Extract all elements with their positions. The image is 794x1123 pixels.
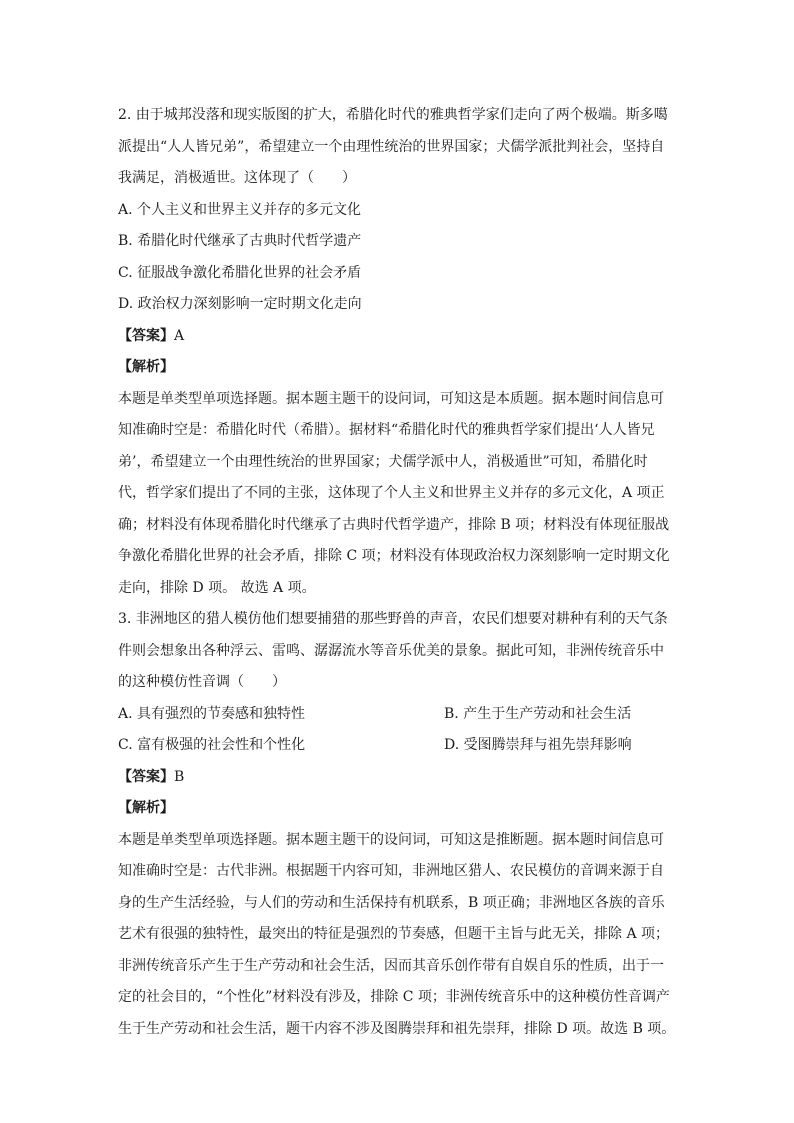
question-3: [118, 604, 678, 1045]
q2-answer-value: A: [174, 327, 185, 344]
q3-answer-label: 【答案】: [118, 768, 174, 785]
question-2: [118, 100, 678, 604]
q2-analysis-heading: [118, 352, 678, 384]
q2-option-c: C. 征服战争激化希腊化世界的社会矛盾: [118, 264, 362, 281]
q3-option-b: B. 产生于生产劳动和社会生活: [444, 705, 632, 722]
q3-answer: [118, 762, 678, 794]
q2-answer-label: 【答案】: [118, 327, 174, 344]
q3-analysis-line: 定的社会目的，“个性化”材料没有涉及，排除 C 项；非洲传统音乐中的这种模仿性音调产: [118, 989, 670, 1005]
q3-stem-line-3: 的这种模仿性音调（ ）: [118, 674, 286, 690]
q2-option-a: A. 个人主义和世界主义并存的多元文化: [118, 201, 362, 218]
q3-analysis-label: 【解析】: [118, 800, 174, 816]
q2-analysis-line: 走向，排除 D 项。 故选 A 项。: [118, 579, 316, 596]
q2-analysis-line: 弟’，希望建立一个由理性统治的世界国家；犬儒学派中人，消极遁世”可知，希腊化时: [118, 453, 648, 470]
q3-analysis-line: 本题是单类型单项选择题。据本题主题干的设问词，可知这是推断题。据本题时间信息可: [118, 831, 664, 848]
q2-stem-line-2: 派提出“人人皆兄弟”，希望建立一个由理性统治的世界国家；犬儒学派批判社会，坚持自: [118, 138, 665, 155]
q3-stem-line-1: 3. 非洲地区的猎人模仿他们想要捕猎的那些野兽的声音，农民们想要对耕种有利的天气条: [118, 611, 668, 627]
q3-analysis-line: 艺术有很强的独特性，最突出的特征是强烈的节奏感，但题干主旨与此无关，排除 A 项；: [118, 926, 670, 942]
q3-analysis-heading: [118, 793, 678, 825]
q2-analysis-line: 知准确时空是：希腊化时代（希腊）。据材料“希腊化时代的雅典哲学家们提出‘人人皆兄: [118, 422, 655, 438]
q2-analysis-line: 确；材料没有体现希腊化时代继承了古典时代哲学遗产，排除 B 项；材料没有体现征服战: [118, 516, 670, 533]
q2-stem-line-1: 2. 由于城邦没落和现实版图的扩大，希腊化时代的雅典哲学家们走向了两个极端。斯多噶: [118, 107, 668, 123]
q2-stem-line-3: 我满足，消极遁世。这体现了（ ）: [118, 170, 356, 186]
q2-answer: [118, 321, 678, 353]
q3-option-a: A. 具有强烈的节奏感和独特性: [118, 705, 306, 722]
q3-stem-line-2: 件则会想象出各种浮云、雷鸣、潺潺流水等音乐优美的景象。据此可知，非洲传统音乐中: [118, 642, 664, 659]
q3-analysis-line: 生于生产劳动和社会生活，题干内容不涉及图腾崇拜和祖先崇拜，排除 D 项。故选 B 项。: [118, 1020, 676, 1037]
q3-analysis-line: 非洲传统音乐产生于生产劳动和社会生活，因而其音乐创作带有自娱自乐的性质，出于一: [118, 957, 664, 974]
q3-option-d: D. 受图腾崇拜与祖先崇拜影响: [444, 737, 632, 753]
q2-option-d: D. 政治权力深刻影响一定时期文化走向: [118, 296, 362, 312]
document-page: [118, 100, 678, 1045]
q2-analysis-line: 本题是单类型单项选择题。据本题主题干的设问词，可知这是本质题。据本题时间信息可: [118, 390, 664, 407]
q3-analysis-line: 知准确时空是：古代非洲。根据题干内容可知，非洲地区猎人、农民模仿的音调来源于自: [118, 863, 664, 879]
q3-analysis-line: 身的生产生活经验，与人们的劳动和生活保持有机联系，B 项正确；非洲地区各族的音乐: [118, 894, 665, 911]
q3-options-row-2: [118, 730, 678, 762]
q3-option-c: C. 富有极强的社会性和个性化: [118, 737, 306, 753]
q2-analysis-line: 争激化希腊化世界的社会矛盾，排除 C 项；材料没有体现政治权力深刻影响一定时期文化: [118, 548, 670, 564]
q3-options-row-1: [118, 699, 678, 731]
q2-analysis-line: 代，哲学家们提出了不同的主张，这体现了个人主义和世界主义并存的多元文化，A 项正: [118, 485, 665, 501]
q2-option-b: B. 希腊化时代继承了古典时代哲学遗产: [118, 233, 362, 249]
q2-analysis-label: 【解析】: [118, 359, 174, 375]
q3-answer-value: B: [174, 768, 185, 785]
